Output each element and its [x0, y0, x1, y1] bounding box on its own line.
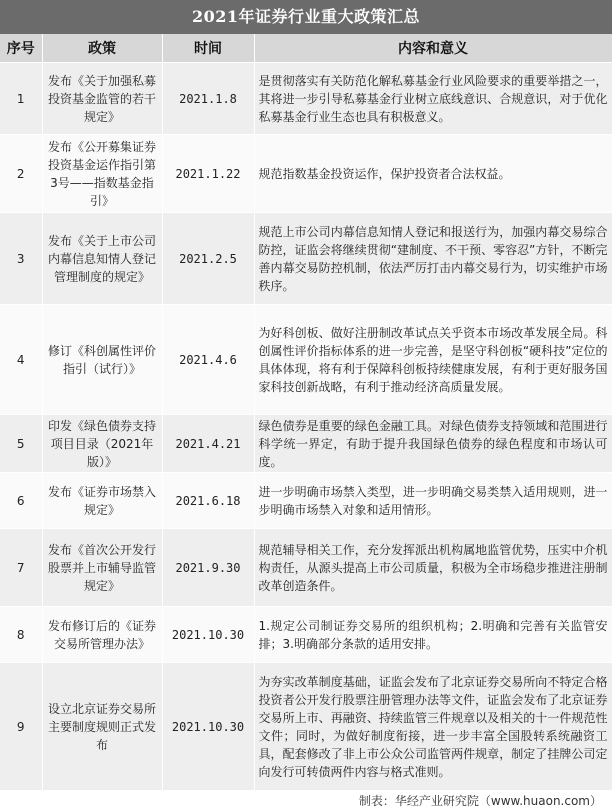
policy-date: 2021.4.21	[162, 415, 254, 473]
header-row	[0, 34, 612, 63]
policy-name: 发布《关于上市公司内幕信息知情人登记管理制度的规定》	[42, 213, 162, 305]
policy-content: 为好科创板、做好注册制改革试点关乎资本市场改革发展全局。科创属性评价指标体系的进一步完善，是坚守科创板“硬科技”定位的具体体现，将有利于保障科创板持续健康发展，有利于更好服务国家科技创新战略，有利于推动经济高质量发展。	[254, 305, 612, 415]
policy-content: 为夯实改革制度基础，证监会发布了北京证券交易所向不特定合格投资者公开发行股票注册管理办法等文件，证监会发布了北京证券交易所上市、再融资、持续监管三件规章以及相关的十一件规范性文件；同时，为做好制度衔接，进一步丰富全国股转系统融资工具，配套修改了非上市公众公司监管两件规章，制定了挂牌公司定向发行可转债两件内容与格式准则。	[254, 663, 612, 791]
policy-name: 印发《绿色债券支持项目目录（2021年版）》	[42, 415, 162, 473]
table-row	[0, 63, 612, 135]
source-note: 制表：华经产业研究院（www.huaon.com）	[358, 794, 602, 808]
policy-date: 2021.10.30	[162, 607, 254, 663]
policy-date: 2021.9.30	[162, 529, 254, 607]
policy-date: 2021.10.30	[162, 663, 254, 791]
table-row	[0, 529, 612, 607]
header-policy: 政策	[42, 34, 162, 63]
policy-table	[0, 34, 612, 791]
policy-content: 规范辅导相关工作，充分发挥派出机构属地监管优势，压实中介机构责任，从源头提高上市公司质量，积极为全市场稳步推进注册制改革创造条件。	[254, 529, 612, 607]
policy-name: 发布《关于加强私募投资基金监管的若干规定》	[42, 63, 162, 135]
policy-content: 是贯彻落实有关防范化解私募基金行业风险要求的重要举措之一，其将进一步引导私募基金行业树立底线意识、合规意识，对于优化私募基金行业生态也具有积极意义。	[254, 63, 612, 135]
row-number: 5	[0, 415, 42, 473]
policy-date: 2021.4.6	[162, 305, 254, 415]
policy-name: 发布《首次公开发行股票并上市辅导监管规定》	[42, 529, 162, 607]
policy-content: 绿色债券是重要的绿色金融工具。对绿色债券支持领域和范围进行科学统一界定，有助于提升我国绿色债券的绿色程度和市场认可度。	[254, 415, 612, 473]
table-row	[0, 305, 612, 415]
row-number: 3	[0, 213, 42, 305]
row-number: 9	[0, 663, 42, 791]
row-number: 7	[0, 529, 42, 607]
table-row	[0, 607, 612, 663]
row-number: 2	[0, 135, 42, 213]
policy-date: 2021.2.5	[162, 213, 254, 305]
header-date: 时间	[162, 34, 254, 63]
policy-name: 修订《科创属性评价指引（试行）》	[42, 305, 162, 415]
header-no: 序号	[0, 34, 42, 63]
row-number: 4	[0, 305, 42, 415]
row-number: 8	[0, 607, 42, 663]
policy-content: 规范上市公司内幕信息知情人登记和报送行为，加强内幕交易综合防控，证监会将继续贯彻“建制度、不干预、零容忍”方针，不断完善内幕交易防控机制，依法严厉打击内幕交易行为，切实维护市场秩序。	[254, 213, 612, 305]
policy-content: 进一步明确市场禁入类型，进一步明确交易类禁入适用规则，进一步明确市场禁入对象和适用情形。	[254, 473, 612, 529]
table-row	[0, 415, 612, 473]
policy-name: 发布《公开募集证券投资基金运作指引第3号——指数基金指引》	[42, 135, 162, 213]
table-row	[0, 473, 612, 529]
table-row	[0, 213, 612, 305]
policy-name: 发布《证券市场禁入规定》	[42, 473, 162, 529]
policy-name: 发布修订后的《证券交易所管理办法》	[42, 607, 162, 663]
header-content: 内容和意义	[254, 34, 612, 63]
policy-content: 规范指数基金投资运作，保护投资者合法权益。	[254, 135, 612, 213]
row-number: 1	[0, 63, 42, 135]
row-number: 6	[0, 473, 42, 529]
table-row	[0, 135, 612, 213]
policy-date: 2021.1.22	[162, 135, 254, 213]
table-title: 2021年证券行业重大政策汇总	[0, 0, 612, 34]
policy-date: 2021.6.18	[162, 473, 254, 529]
policy-content: 1.规定公司制证券交易所的组织机构；2.明确和完善有关监管安排；3.明确部分条款的适用安排。	[254, 607, 612, 663]
table-row	[0, 663, 612, 791]
policy-date: 2021.1.8	[162, 63, 254, 135]
policy-name: 设立北京证券交易所主要制度规则正式发布	[42, 663, 162, 791]
